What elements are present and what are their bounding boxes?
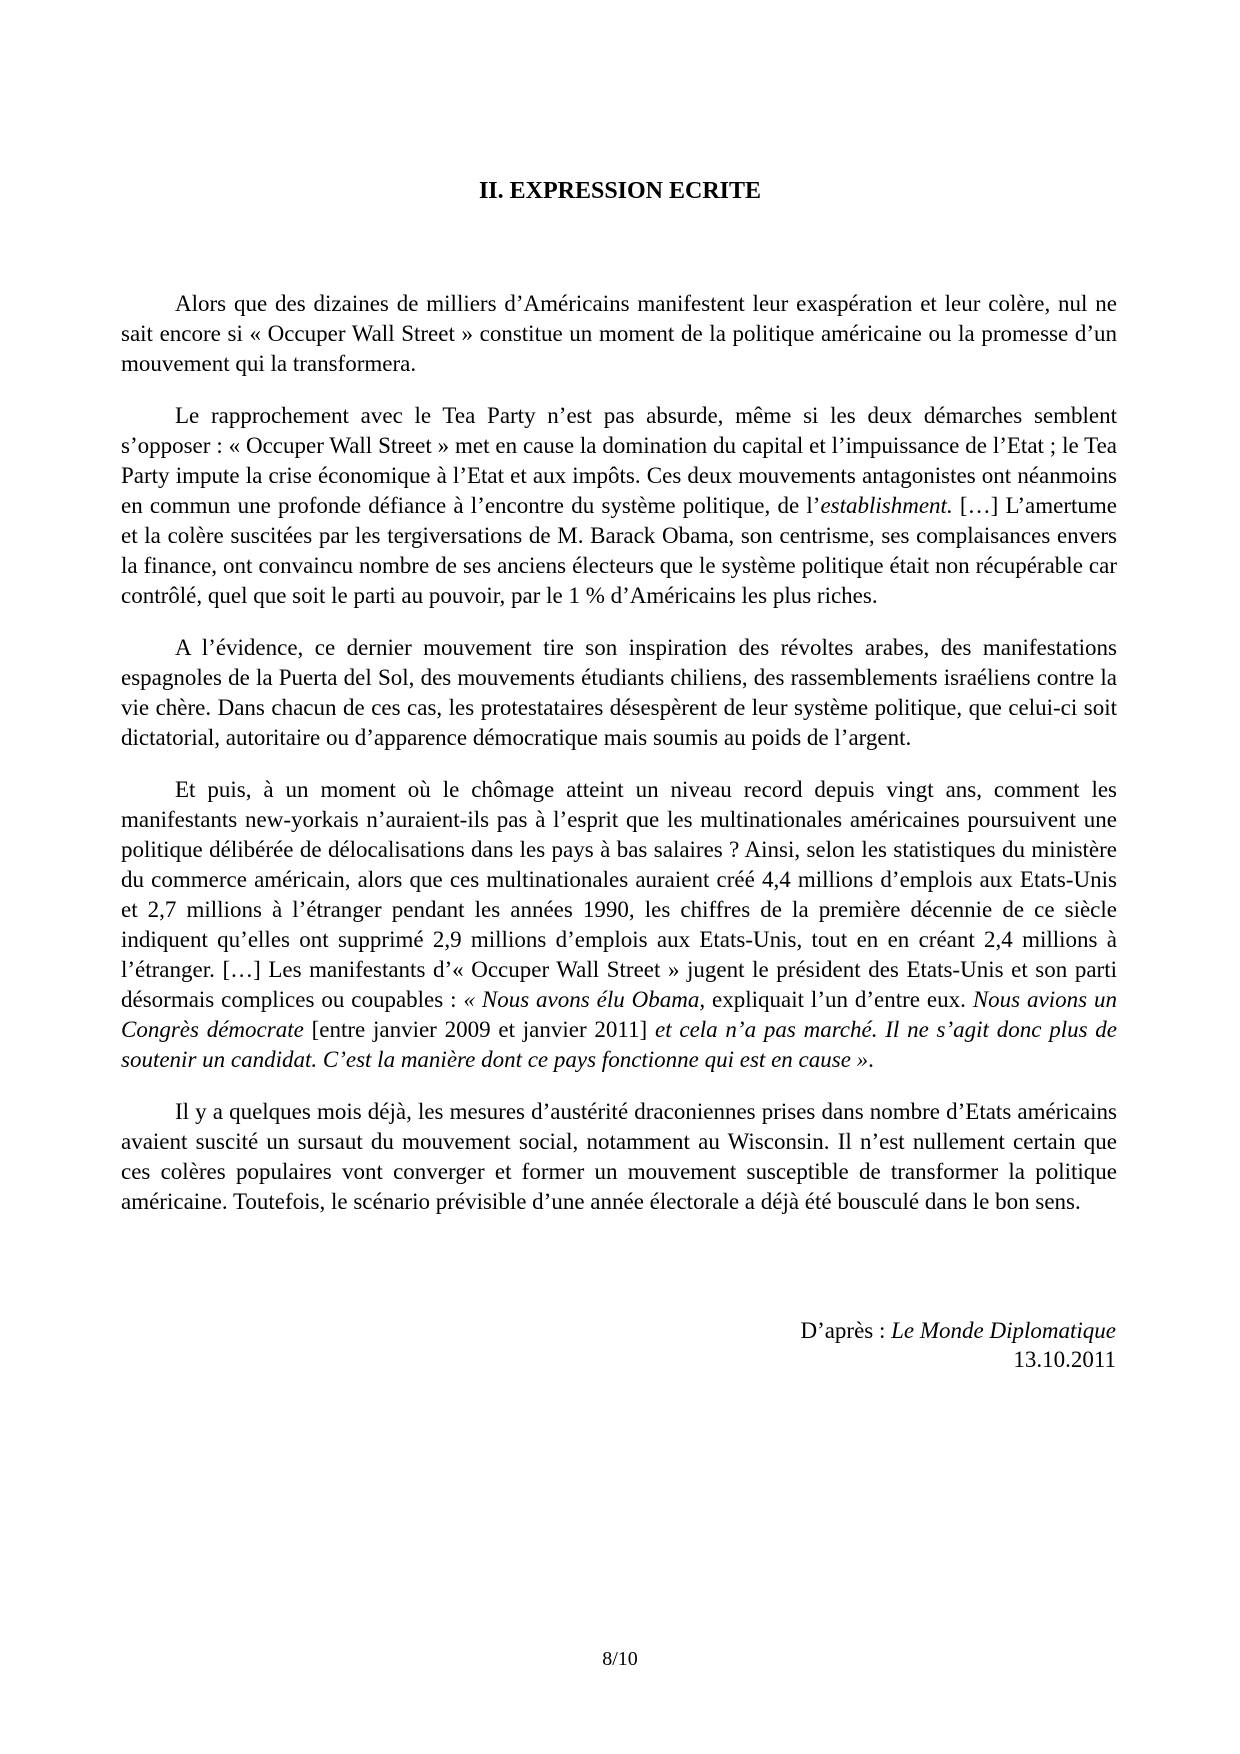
text-run: A l’évidence, ce dernier mouvement tire son inspiration des révoltes arabes, des manifestations espagnoles de la Puerta del Sol, des mouvements étudiants chiliens, des rassemblements israéliens contre la vie chère. Dans chacun de ces cas, les protestataires désespèrent de leur système politique, que celui-ci soit dictatorial, autoritaire ou d’apparence démocratique mais soumis au poids de l’argent. — [121, 635, 1117, 750]
text-run: . — [868, 1047, 874, 1072]
text-run: Alors que des dizaines de milliers d’Américains manifestent leur exaspération et leur colère, nul ne sait encore si « Occuper Wall Street » constitue un moment de la politique américaine ou la promesse d’un mouvement qui la transformera. — [121, 291, 1117, 376]
paragraph-3 — [121, 633, 1117, 753]
source-publication: Le Monde Diplomatique — [891, 1318, 1116, 1343]
text-run: « Nous avons élu Obama, — [463, 987, 706, 1012]
text-run: Nous avions un Congrès démocrate — [121, 987, 1117, 1042]
source-line — [800, 1316, 1116, 1345]
source-prefix: D’après : — [800, 1318, 892, 1343]
paragraph-1 — [121, 289, 1117, 379]
page-number: 8/10 — [602, 1648, 638, 1670]
text-run: [entre janvier 2009 et janvier 2011] — [303, 1017, 655, 1042]
text-run: expliquait l’un d’entre eux. — [705, 987, 973, 1012]
article-body — [121, 289, 1117, 1217]
source-citation — [800, 1316, 1116, 1374]
text-run: et cela n’a pas marché. Il ne s’agit donc plus de soutenir un candidat. C’est la manière dont ce pays fonctionne qui est en cause » — [121, 1017, 1118, 1072]
text-run: Et puis, à un moment où le chômage atteint un niveau record depuis vingt ans, comment les manifestants new-yorkais n’auraient-ils pas à l’esprit que les multinationales américaines poursuivent une politique délibérée de délocalisations dans les pays à bas salaires ? Ainsi, selon les statistiques du ministère du commerce américain, alors que ces multinationales auraient créé 4,4 millions d’emplois aux Etats-Unis et 2,7 millions à l’étranger pendant les années 1990, les chiffres de la première décennie de ce siècle indiquent qu’elles ont supprimé 2,9 millions d’emplois aux Etats-Unis, tout en en créant 2,4 millions à l’étranger. […] Les manifestants d’« Occuper Wall Street » jugent le président des Etats-Unis et son parti désormais complices ou coupables : — [121, 777, 1117, 1012]
paragraph-5 — [121, 1097, 1117, 1217]
text-run: Le rapprochement avec le Tea Party n’est pas absurde, même si les deux démarches semblent s’opposer : « Occuper Wall Street » met en cause la domination du capital et l’impuissance de l’Etat ; le Tea Party impute la crise économique à l’Etat et aux impôts. Ces deux mouvements antagonistes ont néanmoins en commun une profonde défiance à l’encontre du système politique, de l’ — [121, 403, 1117, 518]
paragraph-4 — [121, 775, 1117, 1075]
source-date: 13.10.2011 — [1013, 1347, 1116, 1372]
paragraph-2 — [121, 401, 1117, 611]
text-run: establishment. — [820, 493, 953, 518]
text-run: Il y a quelques mois déjà, les mesures d’austérité draconiennes prises dans nombre d’Etats américains avaient suscité un sursaut du mouvement social, notamment au Wisconsin. Il n’est nullement certain que ces colères populaires vont converger et former un mouvement susceptible de transformer la politique américaine. Toutefois, le scénario prévisible d’une année électorale a déjà été bousculé dans le bon sens. — [121, 1099, 1117, 1214]
page-title: II. EXPRESSION ECRITE — [478, 178, 762, 204]
text-run: […] L’amertume et la colère suscitées par les tergiversations de M. Barack Obama, son centrisme, ses complaisances envers la finance, ont convaincu nombre de ses anciens électeurs que le système politique était non récupérable car contrôlé, quel que soit le parti au pouvoir, par le 1 % d’Américains les plus riches. — [121, 493, 1117, 608]
